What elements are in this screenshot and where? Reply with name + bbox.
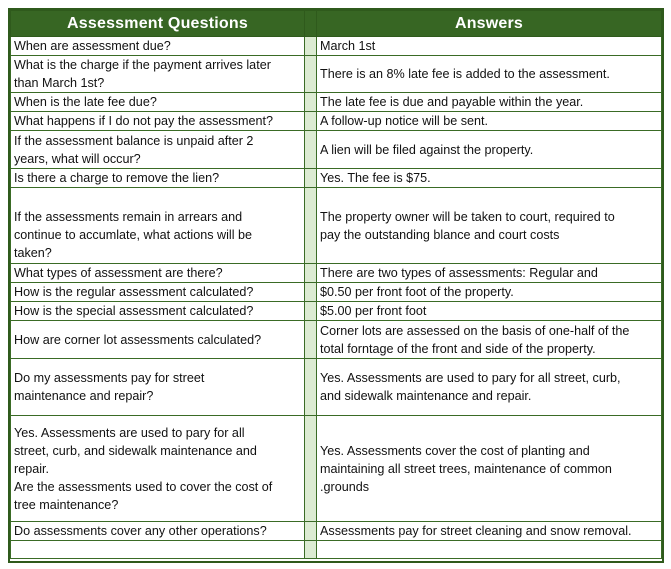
- answer-cell: $5.00 per front foot: [317, 302, 662, 321]
- answer-cell: Yes. Assessments are used to pary for all street, curb, and sidewalk maintenance and repair.: [317, 359, 662, 416]
- table-row: [11, 321, 662, 359]
- answer-cell: The property owner will be taken to court, required to pay the outstanding blance and court costs: [317, 188, 662, 264]
- gap-cell: [305, 416, 317, 522]
- question-cell: How are corner lot assessments calculated?: [11, 321, 305, 359]
- gap-cell: [305, 321, 317, 359]
- gap-cell: [305, 93, 317, 112]
- question-cell: When are assessment due?: [11, 37, 305, 56]
- header-questions: Assessment Questions: [11, 11, 305, 37]
- question-cell: Is there a charge to remove the lien?: [11, 169, 305, 188]
- question-cell: What is the charge if the payment arrives later than March 1st?: [11, 56, 305, 93]
- answer-cell: Yes. Assessments cover the cost of planting and maintaining all street trees, maintenance of common .grounds: [317, 416, 662, 522]
- table-row: [11, 112, 662, 131]
- table-row: [11, 283, 662, 302]
- table-row: [11, 37, 662, 56]
- empty-cell: [317, 541, 662, 559]
- gap-cell: [305, 522, 317, 541]
- question-cell: Do my assessments pay for street maintenance and repair?: [11, 359, 305, 416]
- answer-cell: There are two types of assessments: Regular and: [317, 264, 662, 283]
- header-answers: Answers: [317, 11, 662, 37]
- question-cell: What types of assessment are there?: [11, 264, 305, 283]
- table-row: [11, 169, 662, 188]
- question-cell: When is the late fee due?: [11, 93, 305, 112]
- header-row: [11, 11, 662, 37]
- table-row: [11, 188, 662, 264]
- question-cell: If the assessment balance is unpaid after 2 years, what will occur?: [11, 131, 305, 169]
- gap-cell: [305, 359, 317, 416]
- gap-cell: [305, 112, 317, 131]
- gap-cell: [305, 169, 317, 188]
- gap-cell: [305, 37, 317, 56]
- empty-row: [11, 541, 662, 559]
- table-row: [11, 93, 662, 112]
- question-cell: How is the special assessment calculated?: [11, 302, 305, 321]
- gap-cell: [305, 188, 317, 264]
- gap-cell: [305, 283, 317, 302]
- gap-cell: [305, 56, 317, 93]
- table-row: [11, 302, 662, 321]
- answer-cell: There is an 8% late fee is added to the assessment.: [317, 56, 662, 93]
- gap-cell: [305, 302, 317, 321]
- table-row: [11, 522, 662, 541]
- question-cell: Yes. Assessments are used to pary for all street, curb, and sidewalk maintenance and repair. Are the assessments used to cover the cost of tree maintenance?: [11, 416, 305, 522]
- header-gap: [305, 11, 317, 37]
- question-cell: Do assessments cover any other operations?: [11, 522, 305, 541]
- table-row: [11, 131, 662, 169]
- answer-cell: Corner lots are assessed on the basis of one-half of the total forntage of the front and side of the property.: [317, 321, 662, 359]
- gap-cell: [305, 131, 317, 169]
- question-cell: How is the regular assessment calculated?: [11, 283, 305, 302]
- table-row: [11, 416, 662, 522]
- question-cell: If the assessments remain in arrears and continue to accumlate, what actions will be taken?: [11, 188, 305, 264]
- answer-cell: A lien will be filed against the property.: [317, 131, 662, 169]
- gap-cell: [305, 264, 317, 283]
- faq-grid: [10, 10, 662, 559]
- answer-cell: Assessments pay for street cleaning and snow removal.: [317, 522, 662, 541]
- gap-cell: [305, 541, 317, 559]
- answer-cell: Yes. The fee is $75.: [317, 169, 662, 188]
- table-row: [11, 359, 662, 416]
- question-cell: What happens if I do not pay the assessment?: [11, 112, 305, 131]
- answer-cell: The late fee is due and payable within the year.: [317, 93, 662, 112]
- empty-cell: [11, 541, 305, 559]
- assessment-faq-table: [8, 8, 664, 563]
- answer-cell: March 1st: [317, 37, 662, 56]
- answer-cell: $0.50 per front foot of the property.: [317, 283, 662, 302]
- table-row: [11, 264, 662, 283]
- table-row: [11, 56, 662, 93]
- answer-cell: A follow-up notice will be sent.: [317, 112, 662, 131]
